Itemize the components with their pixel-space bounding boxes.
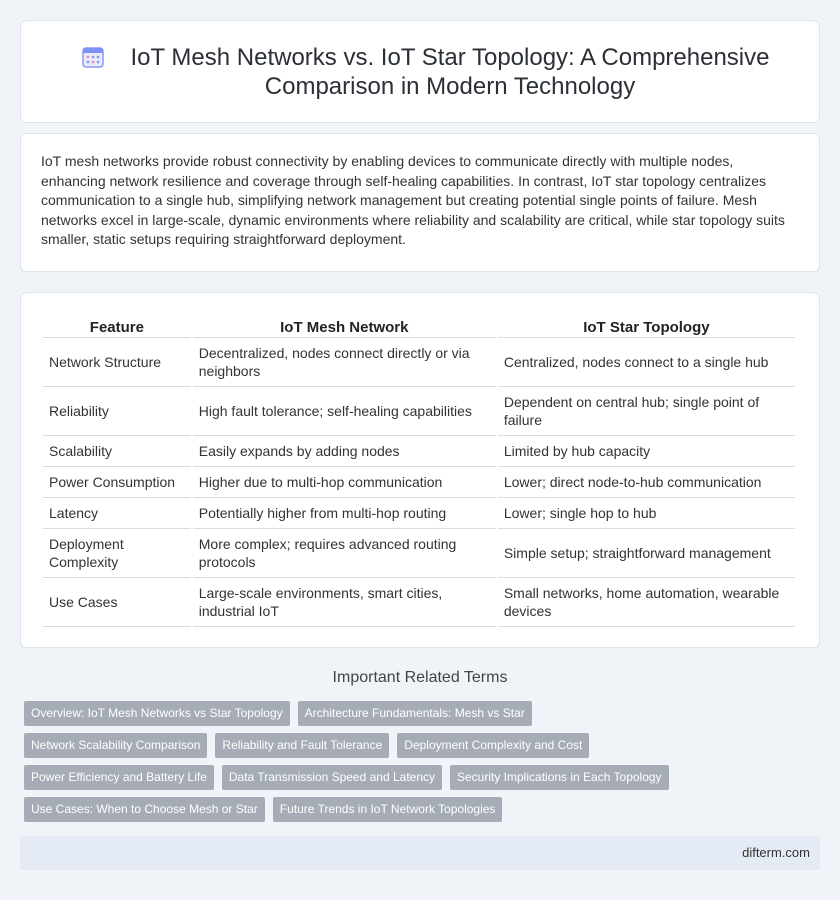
table-cell: Higher due to multi-hop communication: [193, 467, 496, 498]
table-cell: Use Cases: [43, 578, 191, 627]
page-title: IoT Mesh Networks vs. IoT Star Topology: A Comprehensive Comparison in Modern Technology: [130, 44, 770, 100]
comparison-table: [41, 314, 797, 627]
table-cell: Small networks, home automation, wearable devices: [498, 578, 795, 627]
table-cell: High fault tolerance; self-healing capabilities: [193, 387, 496, 436]
table-cell: Dependent on central hub; single point of failure: [498, 387, 795, 436]
header-feature: Feature: [43, 314, 191, 338]
table-cell: Limited by hub capacity: [498, 436, 795, 467]
table-cell: Lower; single hop to hub: [498, 498, 795, 529]
table-row: [43, 498, 795, 529]
related-term-tag[interactable]: Future Trends in IoT Network Topologies: [273, 797, 503, 822]
table-cell: Scalability: [43, 436, 191, 467]
table-cell: Potentially higher from multi-hop routing: [193, 498, 496, 529]
related-term-tag[interactable]: Architecture Fundamentals: Mesh vs Star: [298, 701, 532, 726]
table-cell: Power Consumption: [43, 467, 191, 498]
related-term-tag[interactable]: Data Transmission Speed and Latency: [222, 765, 442, 790]
related-term-tag[interactable]: Use Cases: When to Choose Mesh or Star: [24, 797, 265, 822]
related-term-tag[interactable]: Overview: IoT Mesh Networks vs Star Topology: [24, 701, 290, 726]
table-row: [43, 338, 795, 387]
related-terms-title: Important Related Terms: [332, 669, 508, 686]
table-cell: Easily expands by adding nodes: [193, 436, 496, 467]
related-term-tag[interactable]: Power Efficiency and Battery Life: [24, 765, 214, 790]
table-row: [43, 467, 795, 498]
comparison-table-card: [20, 292, 820, 648]
related-term-tag[interactable]: Security Implications in Each Topology: [450, 765, 669, 790]
related-terms-tags: [24, 701, 724, 829]
header-star: IoT Star Topology: [498, 314, 795, 338]
footer-site-link[interactable]: difterm.com: [742, 845, 810, 860]
table-cell: Lower; direct node-to-hub communication: [498, 467, 795, 498]
table-row: [43, 529, 795, 578]
table-cell: Centralized, nodes connect to a single hub: [498, 338, 795, 387]
table-cell: Simple setup; straightforward management: [498, 529, 795, 578]
table-cell: Deployment Complexity: [43, 529, 191, 578]
table-header-row: [43, 314, 795, 338]
table-cell: Reliability: [43, 387, 191, 436]
intro-card: [20, 133, 820, 272]
table-cell: Decentralized, nodes connect directly or via neighbors: [193, 338, 496, 387]
table-cell: Large-scale environments, smart cities, industrial IoT: [193, 578, 496, 627]
related-term-tag[interactable]: Network Scalability Comparison: [24, 733, 207, 758]
header-mesh: IoT Mesh Network: [193, 314, 496, 338]
footer: [20, 836, 820, 870]
intro-paragraph: IoT mesh networks provide robust connectivity by enabling devices to communicate directly with multiple nodes, enhancing network resilience and coverage through self-healing capabilities. In contrast, IoT star topology centralizes communication to a single hub, simplifying network management but creating potential single points of failure. Mesh networks excel in large-scale, dynamic environments where reliability and scalability are critical, while star topology suits smaller, static setups requiring straightforward deployment.: [41, 153, 785, 247]
table-row: [43, 436, 795, 467]
table-cell: More complex; requires advanced routing protocols: [193, 529, 496, 578]
table-cell: Network Structure: [43, 338, 191, 387]
table-row: [43, 578, 795, 627]
table-cell: Latency: [43, 498, 191, 529]
related-term-tag[interactable]: Deployment Complexity and Cost: [397, 733, 589, 758]
title-card: [20, 20, 820, 123]
related-term-tag[interactable]: Reliability and Fault Tolerance: [215, 733, 389, 758]
table-row: [43, 387, 795, 436]
